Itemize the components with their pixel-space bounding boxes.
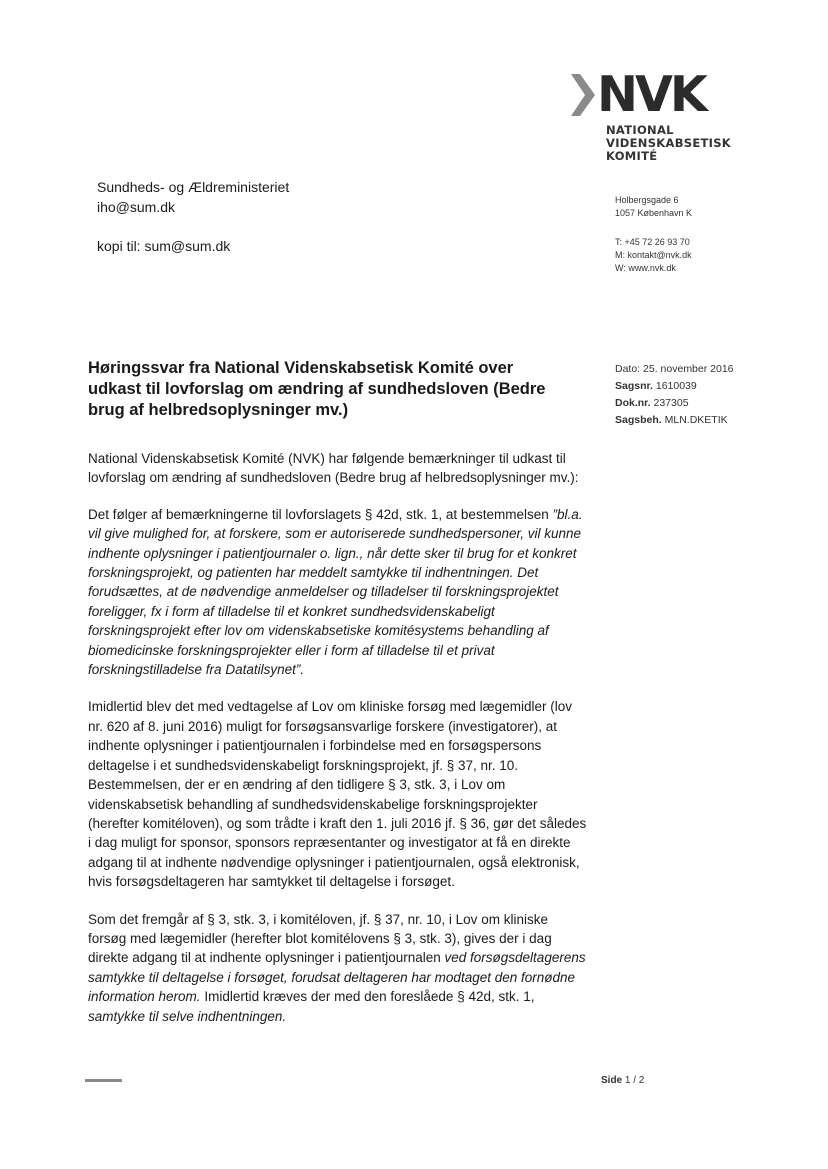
contact-phone: T: +45 72 26 93 70 <box>615 237 690 247</box>
chevron-right-icon <box>571 72 595 118</box>
page-number: Side 1 / 2 <box>601 1075 645 1086</box>
legal-quote: ”bl.a. vil give mulighed for, at forskere, som er autoriserede sundhedspersoner, vil kunne indhente oplysninger i patientjournaler o. lign., når dette sker til brug for et konkret forskningsprojekt, og patienten har meddelt samtykke til indhentningen. Det forudsættes, at de nødvendige anmeldelser og tilladelser til forskningsprojektet foreligger, fx i form af tilladelse til et konkret sundhedsvidenskabeligt forskningsprojekt efter lov om videnskabsetiske komitésystems behandling af biomedicinske forskningsprojekter eller i form af tilladelse til et privat forskningstilladelse fra Datatilsynet”. <box>88 506 583 678</box>
paragraph: Som det fremgår af § 3, stk. 3, i komitéloven, jf. § 37, nr. 10, i Lov om kliniske forsøg med lægemidler (herefter blot komitélovens § 3, stk. 3), gives der i dag direkte adgang til at indhente oplysninger i patientjournalen ved forsøgsdeltagerens samtykke til deltagelse i forsøget, forudsat deltageren har modtaget den fornødne information herom. Imidlertid kræves der med den foreslåede § 42d, stk. 1, samtykke til selve indhentningen. <box>88 911 586 1024</box>
logo-name-line: VIDENSKABSETISK <box>606 136 732 150</box>
meta-date: Dato: 25. november 2016 <box>615 363 734 375</box>
contact-web: W: www.nvk.dk <box>615 263 676 273</box>
meta-sagsnr: Sagsnr. 1610039 <box>615 380 697 392</box>
logo-name-line: KOMITÉ <box>606 149 658 163</box>
meta-sagsbeh: Sagsbeh. MLN.DKETIK <box>615 414 728 426</box>
meta-doknr: Dok.nr. 237305 <box>615 397 689 409</box>
letter-subject: Høringssvar fra National Videnskabsetisk Komité over udkast til lovforslag om ændring af sundhedsloven (Bedre brug af helbredsoplysninger mv.) <box>88 359 546 419</box>
paragraph <box>88 505 588 680</box>
recipient-name: Sundheds- og Ældreministeriet <box>97 179 290 195</box>
logo-name-line: NATIONAL <box>606 123 674 137</box>
footer-divider <box>85 1079 122 1082</box>
paragraph: Imidlertid blev det med vedtagelse af Lov om kliniske forsøg med lægemidler (lov nr. 620 af 8. juni 2016) muligt for forsøgsansvarlige forskere (investigatorer), at indhente oplysninger i patientjournalen i forbindelse med en forsøgspersons deltagelse i et sundhedsvidenskabeligt forskningsprojekt, jf. § 37, nr. 10. Bestemmelsen, der er en ændring af den tidligere § 3, stk. 3, i Lov om videnskabsetisk behandling af sundhedsvidenskabelige forskningsprojekter (herefter komitéloven), og som trådte i kraft den 1. juli 2016 jf. § 36, gør det således i dag muligt for sponsor, sponsors repræsentanter og investigator at få en direkte adgang til at indhente nødvendige oplysninger i patientjournalen, også elektronisk, hvis forsøgsdeltageren har samtykket til deltagelse i forsøget. <box>88 699 587 890</box>
address-street: Holbergsgade 6 <box>615 195 679 205</box>
letter-body <box>88 449 588 1044</box>
logo-wordmark: NVK <box>597 66 705 123</box>
emphasis: samtykke til selve indhentningen. <box>88 1008 287 1024</box>
paragraph: National Videnskabsetisk Komité (NVK) har følgende bemærkninger til udkast til lovforslag om ændring af sundhedsloven (Bedre brug af helbredsoplysninger mv.): <box>88 451 579 486</box>
paragraph-intro: Det følger af bemærkningerne til lovforslagets § 42d, stk. 1, at bestemmelsen <box>88 506 549 522</box>
address-city: 1057 København K <box>615 208 693 218</box>
contact-mail: M: kontakt@nvk.dk <box>615 250 692 260</box>
recipient-block <box>97 177 289 256</box>
recipient-cc: kopi til: sum@sum.dk <box>97 238 231 254</box>
case-metadata <box>615 361 745 429</box>
nvk-logo <box>571 66 741 163</box>
sender-contact-block <box>615 194 692 275</box>
logo-mark <box>571 66 741 123</box>
emphasis: ved forsøgsdeltagerens samtykke til deltagelse i forsøget, forudsat deltageren har modtaget den fornødne information herom. <box>88 950 586 1005</box>
logo-organisation-name <box>606 124 741 163</box>
recipient-email: iho@sum.dk <box>97 199 176 215</box>
